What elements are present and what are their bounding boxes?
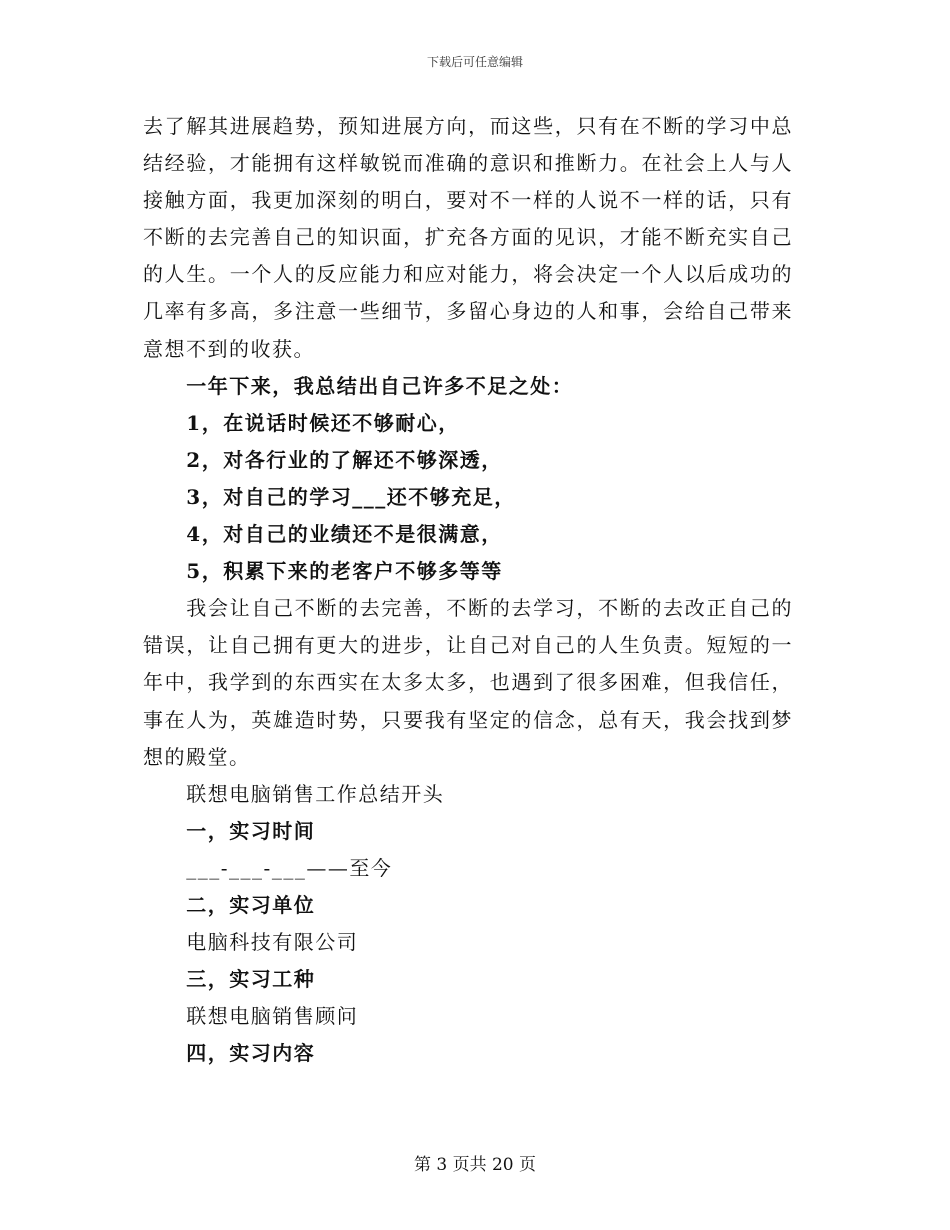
paragraph-line: 3，对自己的学习___还不够充足，: [186, 484, 516, 509]
paragraph-line: 我会让自己不断的去完善，不断的去学习，不断的去改正自己的: [186, 596, 793, 621]
paragraph-line: 的人生。一个人的反应能力和应对能力，将会决定一个人以后成功的: [143, 262, 793, 287]
paragraph-line: 5，积累下来的老客户不够多等等: [186, 559, 503, 584]
section-heading: [143, 1035, 793, 1072]
section-value: [143, 850, 793, 887]
section-heading: [143, 961, 793, 998]
document-body: [143, 108, 793, 1072]
paragraph-line: 联想电脑销售顾问: [186, 1004, 359, 1029]
paragraph-line: 事在人为，英雄造时势，只要我有坚定的信念，总有天，我会找到梦: [143, 707, 793, 732]
paragraph-line: 年中，我学到的东西实在太多太多，也遇到了很多困难，但我信任，: [143, 670, 793, 695]
paragraph-line: 联想电脑销售工作总结开头: [186, 781, 445, 806]
paragraph-line: 错误，让自己拥有更大的进步，让自己对自己的人生负责。短短的一: [143, 633, 793, 658]
paragraph-line: 一年下来，我总结出自己许多不足之处：: [186, 373, 574, 398]
paragraph-line: 2，对各行业的了解还不够深透，: [186, 447, 503, 472]
paragraph-line: 一，实习时间: [186, 818, 316, 843]
page-number: 第 3 页共 20 页: [413, 1155, 537, 1175]
section-value: [143, 998, 793, 1035]
paragraph-line: 三，实习工种: [186, 967, 316, 992]
paragraph-line: 电脑科技有限公司: [186, 930, 359, 955]
shortcoming-item: [143, 479, 793, 516]
paragraph-line: ___-___-___——至今: [186, 855, 393, 880]
paragraph-line: 二，实习单位: [186, 892, 316, 917]
paragraph-line: 四，实习内容: [186, 1041, 316, 1066]
paragraph-line: 不断的去完善自己的知识面，扩充各方面的见识，才能不断充实自己: [143, 225, 793, 250]
page-header-note: 下载后可任意编辑: [426, 55, 523, 69]
section-value: [143, 924, 793, 961]
paragraph-resolution: [143, 590, 793, 775]
shortcoming-item: [143, 442, 793, 479]
paragraph-continuation: [143, 108, 793, 368]
paragraph-line: 去了解其进展趋势，预知进展方向，而这些，只有在不断的学习中总: [143, 114, 793, 138]
shortcoming-item: [143, 405, 793, 442]
section-heading: [143, 813, 793, 850]
paragraph-line: 意想不到的收获。: [143, 336, 315, 361]
paragraph-line: 1，在说话时候还不够耐心，: [186, 410, 460, 435]
shortcoming-item: [143, 516, 793, 553]
shortcoming-item: [143, 553, 793, 590]
paragraph-line: 接触方面，我更加深刻的明白，要对不一样的人说不一样的话，只有: [143, 188, 793, 213]
shortcomings-heading: [143, 368, 793, 405]
section-title: [143, 776, 793, 813]
paragraph-line: 结经验，才能拥有这样敏锐而准确的意识和推断力。在社会上人与人: [143, 151, 793, 176]
section-heading: [143, 887, 793, 924]
paragraph-line: 4，对自己的业绩还不是很满意，: [186, 522, 503, 547]
paragraph-line: 几率有多高，多注意一些细节，多留心身边的人和事，会给自己带来: [143, 299, 793, 324]
paragraph-line: 想的殿堂。: [143, 744, 251, 769]
